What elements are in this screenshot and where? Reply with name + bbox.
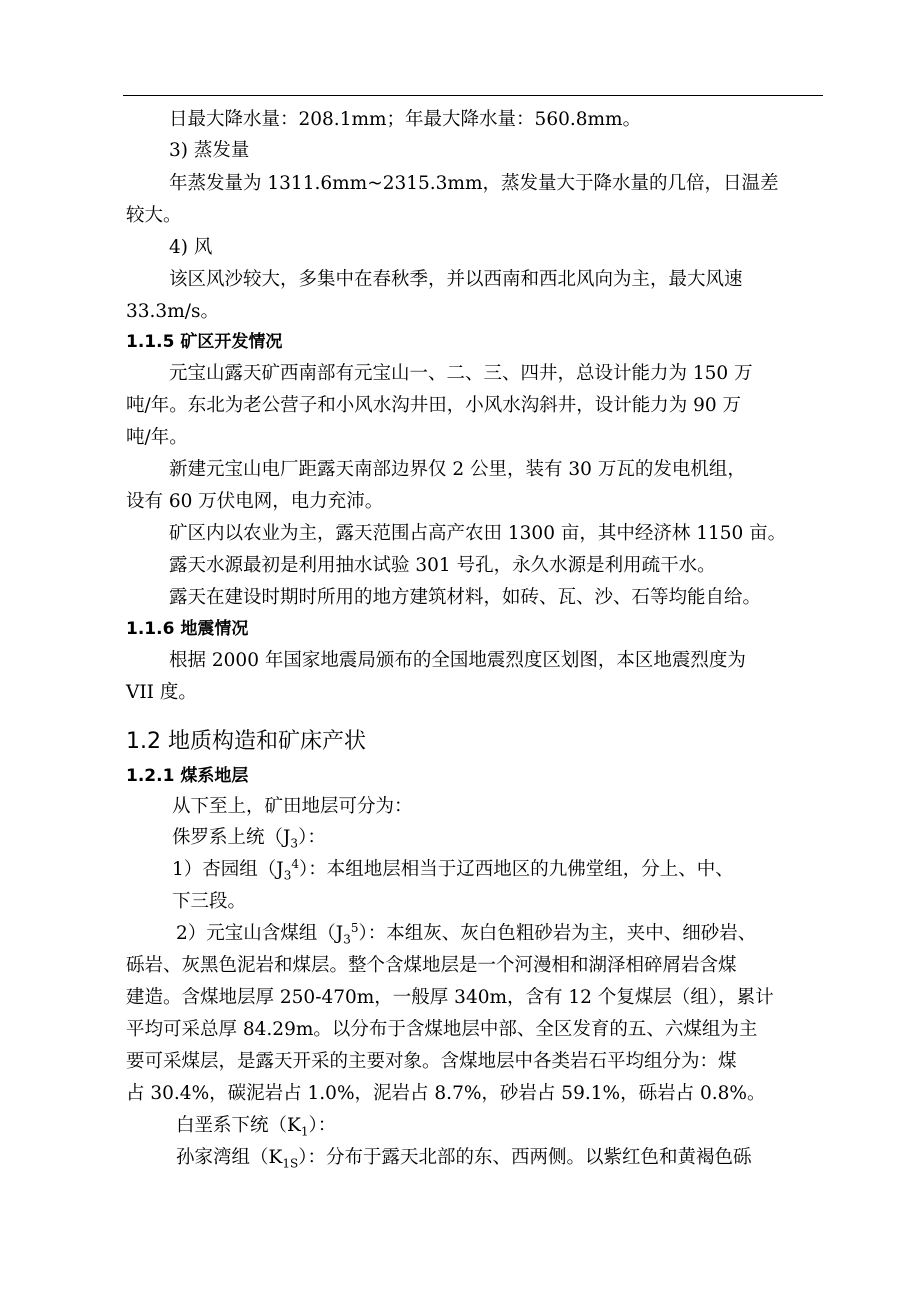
text-line: 日最大降水量：208.1mm；年最大降水量：560.8mm。: [169, 109, 642, 130]
text-line: [176, 1146, 751, 1170]
text-line: 下三段。: [172, 891, 247, 912]
text-line: 建造。含煤地层厚 250-470m，一般厚 340m，含有 12 个复煤层（组），累计: [126, 987, 774, 1008]
text-line: [176, 922, 756, 946]
text-fragment: ）：本组灰、灰白色粗砂岩为主，夹中、细砂岩、: [358, 923, 757, 944]
text-fragment: ）：分布于露天北部的东、西两侧。以紫红色和黄褐色砾: [298, 1147, 752, 1168]
text-fragment: 2）元宝山含煤组（J: [176, 923, 344, 944]
text-line: 占 30.4%，碳泥岩占 1.0%，泥岩占 8.7%，砂岩占 59.1%，砾岩占 0.8%。: [126, 1083, 766, 1104]
text-line: [172, 826, 326, 850]
section-heading-1-1-5: 1.1.5 矿区开发情况: [126, 332, 283, 352]
section-heading-1-2: 1.2 地质构造和矿床产状: [126, 729, 366, 754]
text-line: 平均可采总厚 84.29m。以分布于含煤地层中部、全区发育的五、六煤组为主: [126, 1019, 758, 1040]
text-line: 吨/年。: [126, 427, 188, 448]
text-line: [176, 1114, 336, 1138]
superscript: 5: [350, 920, 359, 935]
text-line: 露天水源最初是利用抽水试验 301 号孔，永久水源是利用疏干水。: [169, 555, 716, 576]
text-line: 33.3m/s。: [126, 301, 219, 322]
text-line: 年蒸发量为 1311.6mm~2315.3mm，蒸发量大于降水量的几倍，日温差: [169, 173, 779, 194]
list-item-evaporation: 3) 蒸发量: [169, 140, 250, 161]
text-line: 露天在建设时期时所用的地方建筑材料，如砖、瓦、沙、石等均能自给。: [169, 587, 762, 608]
section-heading-1-1-6: 1.1.6 地震情况: [126, 619, 249, 639]
text-line: 较大。: [126, 205, 182, 226]
superscript: 4: [291, 856, 299, 871]
text-line: 矿区内以农业为主，露天范围占高产农田 1300 亩，其中经济林 1150 亩。: [169, 523, 787, 544]
text-line: 从下至上，矿田地层可分为：: [172, 796, 413, 817]
text-line: 要可采煤层，是露天开采的主要对象。含煤地层中各类岩石平均组分为：煤: [126, 1051, 737, 1072]
text-fragment: 孙家湾组（K: [176, 1147, 283, 1168]
text-fragment: 侏罗系上统（J: [172, 827, 291, 848]
text-line: 设有 60 万伏电网，电力充沛。: [126, 491, 384, 512]
subscript: 3: [283, 868, 292, 883]
text-fragment: ）：本组地层相当于辽西地区的九佛堂组，分上、中、: [298, 859, 734, 880]
subscript: 3: [290, 836, 299, 851]
text-fragment: ）：: [298, 827, 326, 848]
subscript: 3: [343, 932, 351, 947]
text-line: VII 度。: [126, 682, 197, 703]
text-line: 该区风沙较大，多集中在春秋季，并以西南和西北风向为主，最大风速: [169, 269, 743, 290]
header-rule: [123, 95, 823, 96]
text-fragment: 1）杏园组（J: [172, 859, 284, 880]
text-fragment: ）：: [308, 1115, 337, 1136]
text-line: 新建元宝山电厂距露天南部边界仅 2 公里，装有 30 万瓦的发电机组，: [169, 459, 746, 480]
subscript: 1: [300, 1124, 309, 1139]
list-item-wind: 4) 风: [169, 237, 213, 258]
text-line: 砾岩、灰黑色泥岩和煤层。整个含煤地层是一个河漫相和湖泽相碎屑岩含煤: [126, 955, 737, 976]
text-line: 吨/年。东北为老公营子和小风水沟井田，小风水沟斜井，设计能力为 90 万: [126, 395, 742, 416]
section-heading-1-2-1: 1.2.1 煤系地层: [126, 766, 249, 786]
subscript: 1S: [282, 1156, 299, 1171]
text-line: 根据 2000 年国家地震局颁布的全国地震烈度区划图，本区地震烈度为: [169, 650, 746, 671]
text-line: 元宝山露天矿西南部有元宝山一、二、三、四井，总设计能力为 150 万: [169, 363, 753, 384]
text-line: [172, 858, 734, 882]
text-fragment: 白垩系下统（K: [176, 1115, 301, 1136]
